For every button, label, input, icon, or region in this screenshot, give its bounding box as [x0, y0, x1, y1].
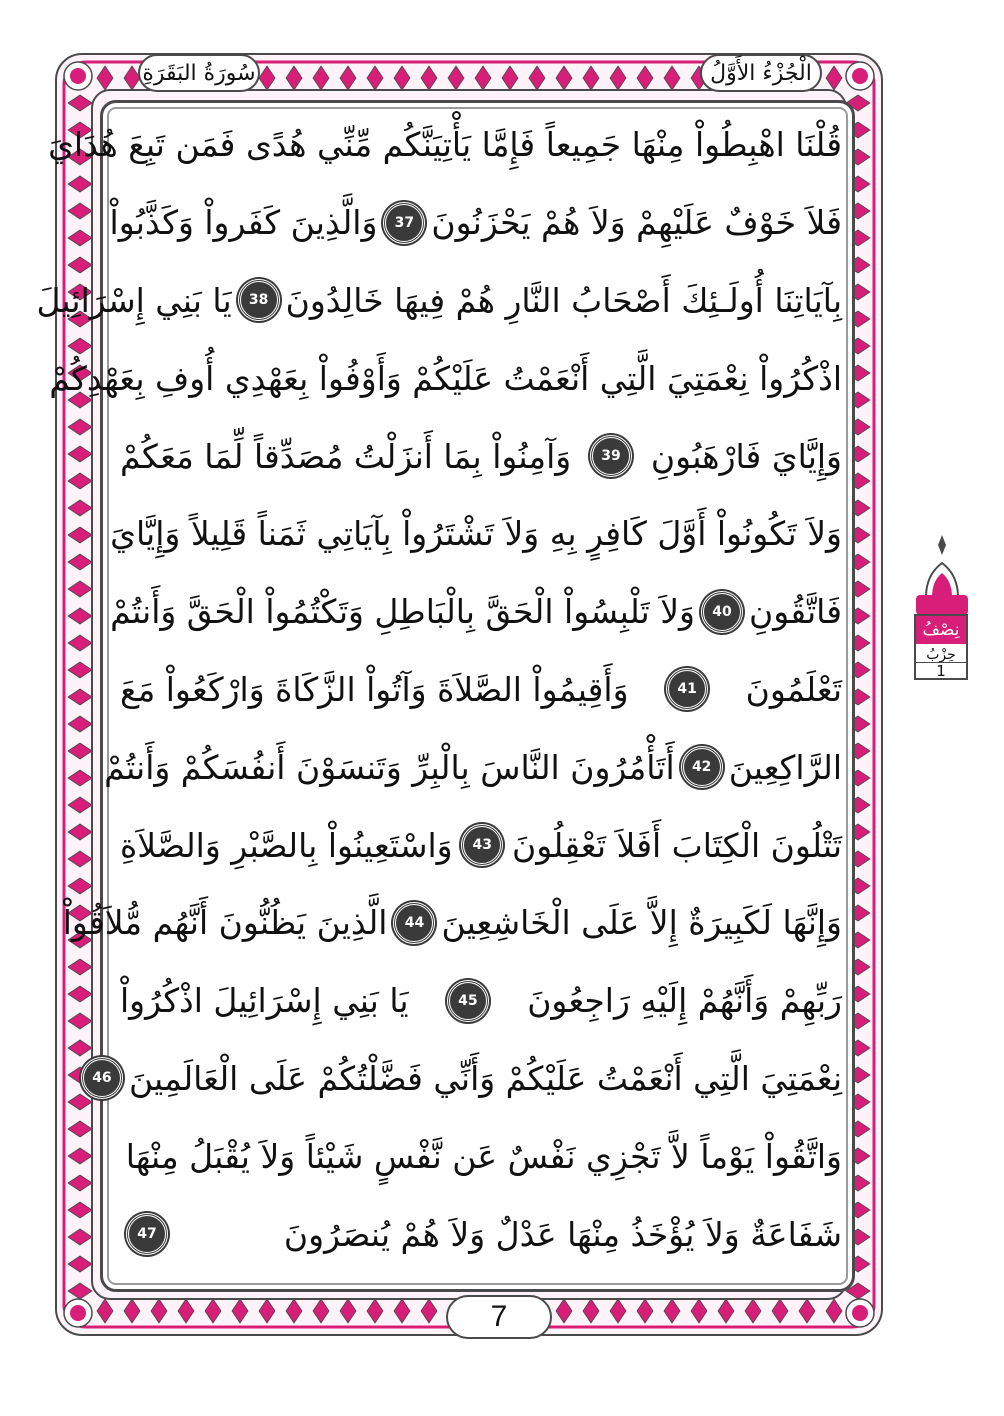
verse-lines [36, 106, 842, 1273]
verse-text: وَآمِنُواْ بِمَا أَنزَلْتُ مُصَدِّقاً لِّمَا مَعَكُمْ [120, 436, 572, 476]
hizb-marker [914, 614, 968, 680]
page-number-label: 7 [490, 1300, 508, 1333]
hizb-number: 1 [916, 662, 966, 679]
verse-line [49, 339, 842, 417]
verse-text: يَا بَنِي إِسْرَائِيلَ [36, 280, 232, 320]
ayah-number-marker: 44 [393, 902, 435, 944]
ayah-number-marker: 40 [701, 591, 743, 633]
verse-text: وَأَقِيمُواْ الصَّلاَةَ وَآتُواْ الزَّكَاةَ وَارْكَعُواْ مَعَ [120, 669, 629, 709]
verse-line [92, 1040, 842, 1118]
verse-line [104, 728, 842, 806]
verse-line [110, 573, 842, 651]
ayah-number-marker: 39 [590, 435, 632, 477]
verse-text: وَاسْتَعِينُواْ بِالصَّبْرِ وَالصَّلاَةِ [120, 825, 453, 865]
hizb-label: حِزْبُ [926, 647, 956, 663]
ayah-number-marker: 41 [666, 668, 708, 710]
verse-text: الَّذِينَ يَظُنُّونَ أَنَّهُم مُّلاَقُواْ [62, 903, 388, 943]
verse-line [36, 262, 842, 340]
verse-text: اذْكُرُواْ نِعْمَتِيَ الَّتِي أَنْعَمْتُ عَلَيْكُمْ وَأَوْفُواْ بِعَهْدِي أُوفِ بِعَهْدِكُمْ [49, 358, 842, 398]
juz-header [700, 54, 822, 92]
ayah-number-marker: 38 [238, 279, 280, 321]
juz-label: الْجُزْءُ الأَوَّلُ [710, 60, 812, 86]
surah-name-header [138, 54, 260, 92]
verse-text: أَتَأْمُرُونَ النَّاسَ بِالْبِرِّ وَتَنسَوْنَ أَنفُسَكُمْ وَأَنتُمْ [104, 747, 675, 787]
surah-name-label: سُورَةُ البَقَرَةِ [142, 60, 256, 86]
verse-text: وَلاَ تَكُونُواْ أَوَّلَ كَافِرٍ بِهِ وَلاَ تَشْتَرُواْ بِآيَاتِي ثَمَناً قَلِيلاً وَإِيَّايَ [110, 514, 842, 554]
verse-line [110, 495, 842, 573]
verse-text: بِآيَاتِنَا أُولَـئِكَ أَصْحَابُ النَّارِ هُمْ فِيهَا خَالِدُونَ [285, 280, 842, 320]
verse-line [120, 417, 842, 495]
verse-text: تَعْلَمُونَ [745, 669, 842, 709]
ayah-number-marker: 46 [81, 1057, 123, 1099]
verse-text: فَلاَ خَوْفٌ عَلَيْهِمْ وَلاَ هُمْ يَحْزَنُونَ [431, 203, 842, 243]
hizb-half-label: نِصْفُ [916, 616, 966, 644]
verse-line [120, 651, 842, 729]
ayah-number-marker: 43 [461, 824, 503, 866]
verse-line [109, 184, 842, 262]
verse-text: شَفَاعَةٌ وَلاَ يُؤْخَذُ مِنْهَا عَدْلٌ وَلاَ هُمْ يُنصَرُونَ [283, 1214, 842, 1254]
verse-text: وَإِيَّايَ فَارْهَبُونِ [650, 436, 842, 476]
verse-line [48, 106, 842, 184]
verse-text: الرَّاكِعِينَ [728, 747, 842, 787]
ayah-number-marker: 42 [681, 746, 723, 788]
verse-text: وَالَّذِينَ كَفَرواْ وَكَذَّبُواْ [109, 203, 378, 243]
verse-text: وَإِنَّهَا لَكَبِيرَةٌ إِلاَّ عَلَى الْخَاشِعِينَ [441, 903, 842, 943]
ayah-number-marker: 37 [383, 202, 425, 244]
verse-text: وَلاَ تَلْبِسُواْ الْحَقَّ بِالْبَاطِلِ وَتَكْتُمُواْ الْحَقَّ وَأَنتُمْ [110, 592, 695, 632]
verse-text: رَبِّهِمْ وَأَنَّهُمْ إِلَيْهِ رَاجِعُونَ [527, 981, 842, 1021]
verse-text: وَاتَّقُواْ يَوْماً لاَّ تَجْزِي نَفْسٌ عَن نَّفْسٍ شَيْئاً وَلاَ يُقْبَلُ مِنْهَا [125, 1136, 842, 1176]
verse-text: فَاتَّقُونِ [749, 592, 842, 632]
ayah-number-marker: 47 [126, 1213, 168, 1255]
verse-text: قُلْنَا اهْبِطُواْ مِنْهَا جَمِيعاً فَإِمَّا يَأْتِيَنَّكُم مِّنِّي هُدًى فَمَن تَبِعَ هُدَايَ [48, 125, 842, 165]
verse-line [120, 806, 842, 884]
verse-line [120, 962, 842, 1040]
page-number [446, 1295, 552, 1339]
verse-line [120, 1195, 842, 1273]
verse-line [120, 1117, 842, 1195]
verse-text: تَتْلُونَ الْكِتَابَ أَفَلاَ تَعْقِلُونَ [512, 825, 842, 865]
verse-text: يَا بَنِي إِسْرَائِيلَ اذْكُرُواْ [120, 981, 409, 1021]
verse-line [62, 884, 842, 962]
verse-text: نِعْمَتِيَ الَّتِي أَنْعَمْتُ عَلَيْكُمْ وَأَنِّي فَضَّلْتُكُمْ عَلَى الْعَالَمِينَ [128, 1058, 842, 1098]
ayah-number-marker: 45 [447, 980, 489, 1022]
